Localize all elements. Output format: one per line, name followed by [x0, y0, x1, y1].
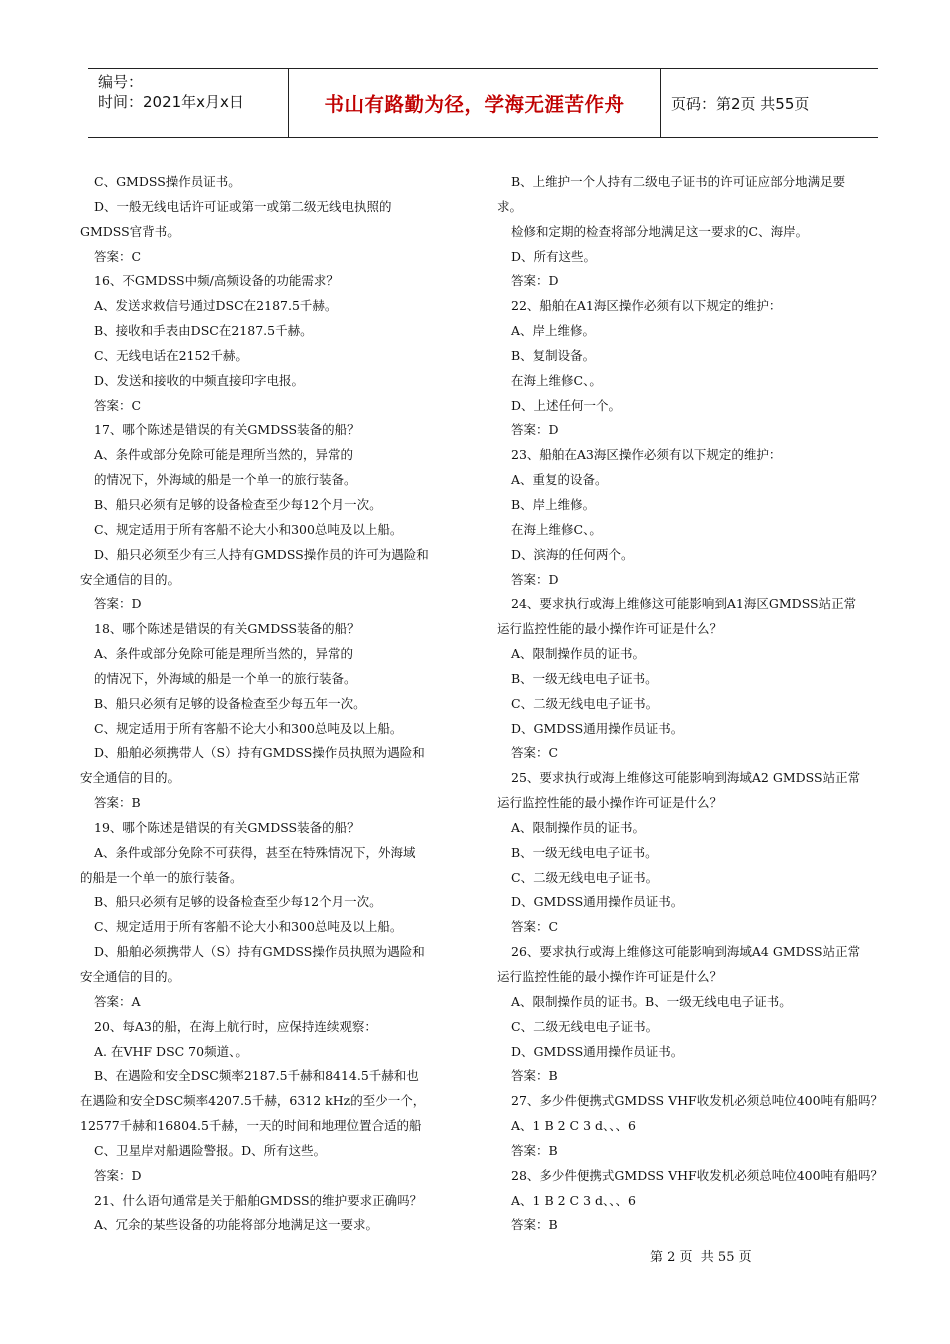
header-page-label: 页码：第2页 共55页: [671, 94, 810, 113]
text-line: B、船只必须有足够的设备检查至少每12个月一次。: [94, 894, 382, 910]
text-line: 28、多少件便携式GMDSS VHF收发机必须总吨位400吨有船吗？: [511, 1167, 884, 1183]
text-line: 22、船舶在A1海区操作必须有以下规定的维护：: [511, 298, 782, 314]
text-line: 的情况下，外海域的船是一个单一的旅行装备。: [94, 670, 357, 686]
text-line: D、船只必须至少有三人持有GMDSS操作员的许可为遇险和: [94, 546, 429, 562]
page-footer: 第 2 页 共 55 页: [650, 1250, 752, 1265]
text-line: B、复制设备。: [511, 347, 596, 363]
text-line: B、接收和手表由DSC在2187.5千赫。: [94, 323, 313, 339]
text-line: 21、什么语句通常是关于船舶GMDSS的维护要求正确吗？: [94, 1192, 423, 1208]
text-line: 答案：C: [94, 397, 142, 413]
text-line: B、一级无线电电子证书。: [511, 670, 658, 686]
text-line: 23、船舶在A3海区操作必须有以下规定的维护：: [511, 447, 782, 463]
text-line: C、二级无线电电子证书。: [511, 695, 659, 711]
text-line: B、在遇险和安全DSC频率2187.5千赫和8414.5千赫和也: [94, 1068, 419, 1084]
text-line: 答案：C: [511, 919, 559, 935]
text-line: C、二级无线电电子证书。: [511, 869, 659, 885]
text-line: A、岸上维修。: [511, 323, 596, 339]
text-line: C、卫星岸对船遇险警报。D、所有这些。: [94, 1142, 327, 1158]
text-line: 答案：D: [94, 1167, 142, 1183]
text-line: A、1 B 2 C 3 d、、、6: [511, 1192, 636, 1208]
text-line: 在海上维修C、。: [511, 372, 602, 388]
text-line: 安全通信的目的。: [80, 969, 181, 984]
text-line: D、GMDSS通用操作员证书。: [511, 894, 684, 910]
text-line: 答案：B: [94, 795, 141, 811]
text-line: 在海上维修C、。: [511, 521, 602, 537]
text-line: A、冗余的某些设备的功能将部分地满足这一要求。: [94, 1217, 379, 1233]
text-line: 26、要求执行或海上维修这可能影响到海域A4 GMDSS站正常: [511, 944, 861, 960]
text-line: 12577千赫和16804.5千赫，一天的时间和地理位置合适的船: [80, 1118, 422, 1134]
text-line: B、船只必须有足够的设备检查至少每12个月一次。: [94, 496, 382, 512]
text-line: A、限制操作员的证书。: [511, 646, 646, 662]
text-line: D、上述任何一个。: [511, 397, 622, 413]
text-line: 的情况下，外海域的船是一个单一的旅行装备。: [94, 472, 357, 488]
text-line: A、重复的设备。: [511, 472, 608, 488]
text-line: D、一般无线电话许可证或第一或第二级无线电执照的: [94, 198, 392, 214]
text-line: 24、要求执行或海上维修这可能影响到A1海区GMDSS站正常: [511, 596, 857, 612]
text-line: D、船舶必须携带人（S）持有GMDSS操作员执照为遇险和: [94, 944, 425, 960]
text-line: D、GMDSS通用操作员证书。: [511, 1043, 684, 1059]
text-line: 运行监控性能的最小操作许可证是什么？: [497, 795, 723, 811]
text-line: A、条件或部分免除可能是理所当然的，异常的: [94, 447, 354, 463]
text-line: 17、哪个陈述是错误的有关GMDSS装备的船？: [94, 422, 360, 438]
text-line: B、上维护一个人持有二级电子证书的许可证应部分地满足要: [511, 174, 846, 189]
text-line: C、二级无线电电子证书。: [511, 1018, 659, 1034]
text-line: D、GMDSS通用操作员证书。: [511, 720, 684, 736]
text-line: A. 在VHF DSC 70频道、。: [94, 1043, 248, 1059]
text-line: A、条件或部分免除可能是理所当然的，异常的: [94, 646, 354, 662]
text-line: A、限制操作员的证书。B、一级无线电电子证书。: [511, 993, 792, 1009]
text-line: 19、哪个陈述是错误的有关GMDSS装备的船？: [94, 819, 360, 835]
text-line: 的船是一个单一的旅行装备。: [80, 869, 243, 885]
text-line: 求。: [497, 198, 523, 214]
text-line: C、规定适用于所有客船不论大小和300总吨及以上船。: [94, 919, 403, 935]
text-line: B、一级无线电电子证书。: [511, 844, 658, 860]
text-line: 答案：C: [511, 745, 559, 761]
text-line: 18、哪个陈述是错误的有关GMDSS装备的船？: [94, 621, 360, 637]
text-line: 答案：D: [94, 596, 142, 612]
text-line: 答案：C: [94, 248, 142, 264]
text-line: 答案：D: [511, 273, 559, 289]
text-line: 20、每A3的船，在海上航行时，应保持连续观察：: [94, 1018, 377, 1034]
text-line: 答案：B: [511, 1217, 558, 1233]
text-line: 在遇险和安全DSC频率4207.5千赫，6312 kHz的至少一个，: [80, 1093, 426, 1109]
text-line: 安全通信的目的。: [80, 571, 181, 587]
text-line: A、条件或部分免除不可获得，甚至在特殊情况下，外海域: [94, 844, 416, 860]
time-label: 时间：2021年x月x日: [98, 93, 244, 111]
text-line: D、船舶必须携带人（S）持有GMDSS操作员执照为遇险和: [94, 745, 425, 761]
header-motto: 书山有路勤为径，学海无涯苦作舟: [288, 69, 661, 137]
text-line: A、发送求救信号通过DSC在2187.5千赫。: [94, 298, 338, 314]
text-line: C、规定适用于所有客船不论大小和300总吨及以上船。: [94, 720, 403, 736]
text-line: 答案：B: [511, 1068, 558, 1084]
text-line: 16、不GMDSS中频/高频设备的功能需求？: [94, 273, 339, 289]
text-line: D、发送和接收的中频直接印字电报。: [94, 372, 305, 388]
text-line: GMDSS官背书。: [80, 223, 180, 239]
text-line: 检修和定期的检查将部分地满足这一要求的C、海岸。: [511, 223, 809, 239]
text-line: C、规定适用于所有客船不论大小和300总吨及以上船。: [94, 521, 403, 537]
text-line: 答案：B: [511, 1142, 558, 1158]
text-line: 27、多少件便携式GMDSS VHF收发机必须总吨位400吨有船吗？: [511, 1093, 884, 1109]
left-column: [80, 170, 472, 1238]
text-line: 答案：D: [511, 422, 559, 438]
text-line: B、岸上维修。: [511, 496, 596, 512]
text-line: A、限制操作员的证书。: [511, 819, 646, 835]
text-line: D、滨海的任何两个。: [511, 546, 634, 562]
text-line: 答案：A: [94, 993, 141, 1009]
number-label: 编号：: [98, 73, 144, 91]
text-line: 安全通信的目的。: [80, 770, 181, 786]
header-meta: [88, 69, 288, 137]
text-line: D、所有这些。: [511, 248, 597, 264]
text-line: C、无线电话在2152千赫。: [94, 347, 248, 363]
text-line: 25、要求执行或海上维修这可能影响到海域A2 GMDSS站正常: [511, 770, 861, 786]
right-column: [497, 170, 909, 1238]
text-line: A、1 B 2 C 3 d、、、6: [511, 1118, 636, 1134]
text-line: C、GMDSS操作员证书。: [94, 174, 241, 189]
text-line: 运行监控性能的最小操作许可证是什么？: [497, 621, 723, 637]
text-line: 答案：D: [511, 571, 559, 587]
text-line: 运行监控性能的最小操作许可证是什么？: [497, 969, 723, 984]
text-line: B、船只必须有足够的设备检查至少每五年一次。: [94, 695, 366, 711]
page-header: [88, 68, 878, 138]
